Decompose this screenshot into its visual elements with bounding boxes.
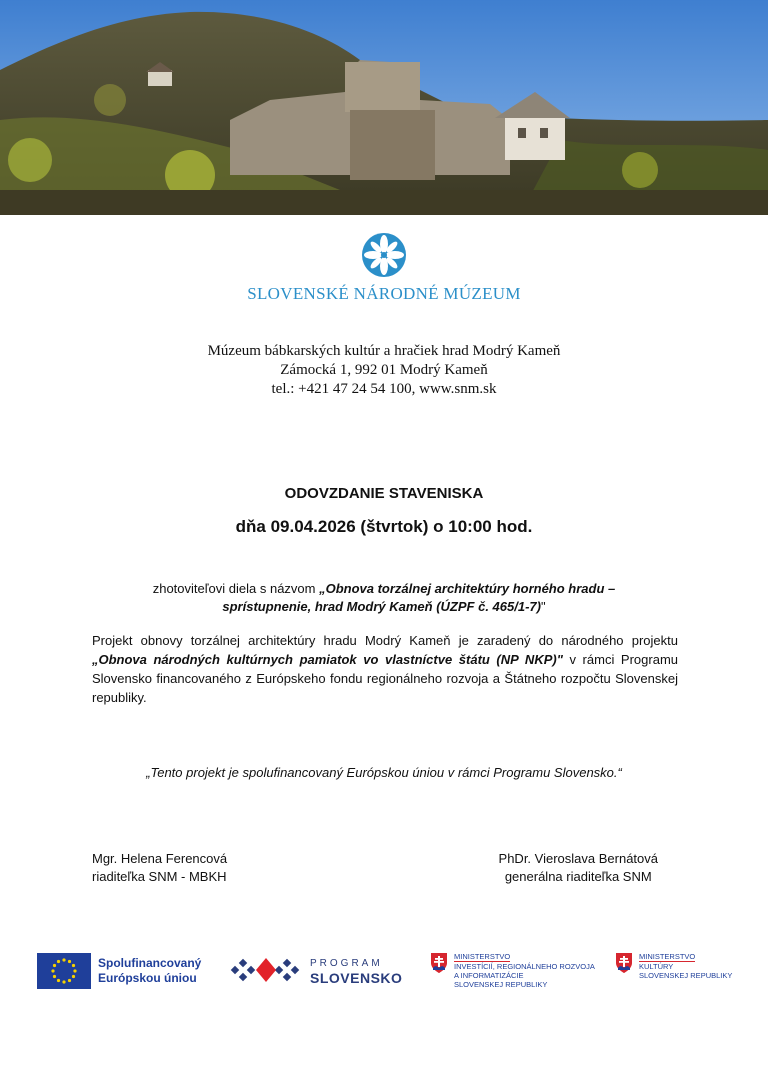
program-slovensko-icon [230,952,302,990]
program-text-line-2: SLOVENSKO [310,970,403,986]
project-text-2: v rámci Programu Slovensko financovaného z Európskeho fondu regionálneho rozvoja a Štátneho rozpočtu Slovenskej republiky. [92,652,678,705]
ministry2-line-2: KULTÚRY [639,962,674,971]
ministry1-line-2: INVESTÍCIÍ, REGIONÁLNEHO ROZVOJA [454,962,595,971]
event-date: dňa 09.04.2026 (štvrtok) o 10:00 hod. [235,517,533,536]
project-paragraph [92,631,678,707]
signature-right-name: PhDr. Vieroslava Bernátová [498,851,658,866]
contractor-paragraph [100,580,668,616]
ministry-investment-logo [430,952,595,989]
signature-left-role: riaditeľka SNM - MBKH [92,869,227,884]
museum-name: SLOVENSKÉ NÁRODNÉ MÚZEUM [247,284,521,303]
address-line-3: tel.: +421 47 24 54 100, www.snm.sk [271,381,497,397]
address-block [0,342,768,399]
eu-flag-icon [37,953,91,989]
eu-logo [37,953,201,989]
ministry1-line-3: A INFORMATIZÁCIE [454,971,524,980]
contractor-prefix: zhotoviteľovi diela s názvom [152,581,320,596]
ministry-culture-logo [615,952,732,980]
ministry1-line-1: MINISTERSTVO [454,952,511,961]
contractor-suffix: " [540,599,546,614]
signature-right-role: generálna riaditeľka SNM [504,869,652,884]
address-line-2: Zámocká 1, 992 01 Modrý Kameň [280,362,488,378]
ministry1-line-4: SLOVENSKEJ REPUBLIKY [454,980,548,989]
eu-funding-quote: „Tento projekt je spolufinancovaný Európskou úniou v rámci Programu Slovensko.“ [146,765,622,780]
contractor-project-name-1: „Obnova torzálnej architektúry horného hradu – [319,581,616,596]
castle-photo [0,0,768,215]
museum-flower-icon [361,232,407,278]
slovak-coat-of-arms-icon [615,952,633,974]
signature-left-name: Mgr. Helena Ferencová [92,851,228,866]
eu-text-line-1: Spolufinancovaný [98,956,202,970]
signature-left [92,850,227,886]
slovak-coat-of-arms-icon [430,952,448,974]
ministry2-line-1: MINISTERSTVO [639,952,696,961]
ministry2-line-3: SLOVENSKEJ REPUBLIKY [639,971,733,980]
museum-logo [0,232,768,304]
address-line-1: Múzeum bábkarských kultúr a hračiek hrad Modrý Kameň [207,343,561,359]
footer-logos [0,950,768,1000]
contractor-project-name-2: sprístupnenie, hrad Modrý Kameň (ÚZPF č. 465/1-7) [222,599,541,614]
program-text-line-1: PROGRAM [310,958,383,969]
program-slovensko-logo [230,952,402,990]
project-text-1: Projekt obnovy torzálnej architektúry hradu Modrý Kameň je zaradený do národného projektu [92,633,678,648]
project-highlight: „Obnova národných kultúrnych pamiatok vo vlastníctve štátu (NP NKP)" [92,652,563,667]
document-title: ODOVZDANIE STAVENISKA [284,485,484,502]
signature-right [499,850,658,886]
eu-text-line-2: Európskou úniou [98,971,197,985]
